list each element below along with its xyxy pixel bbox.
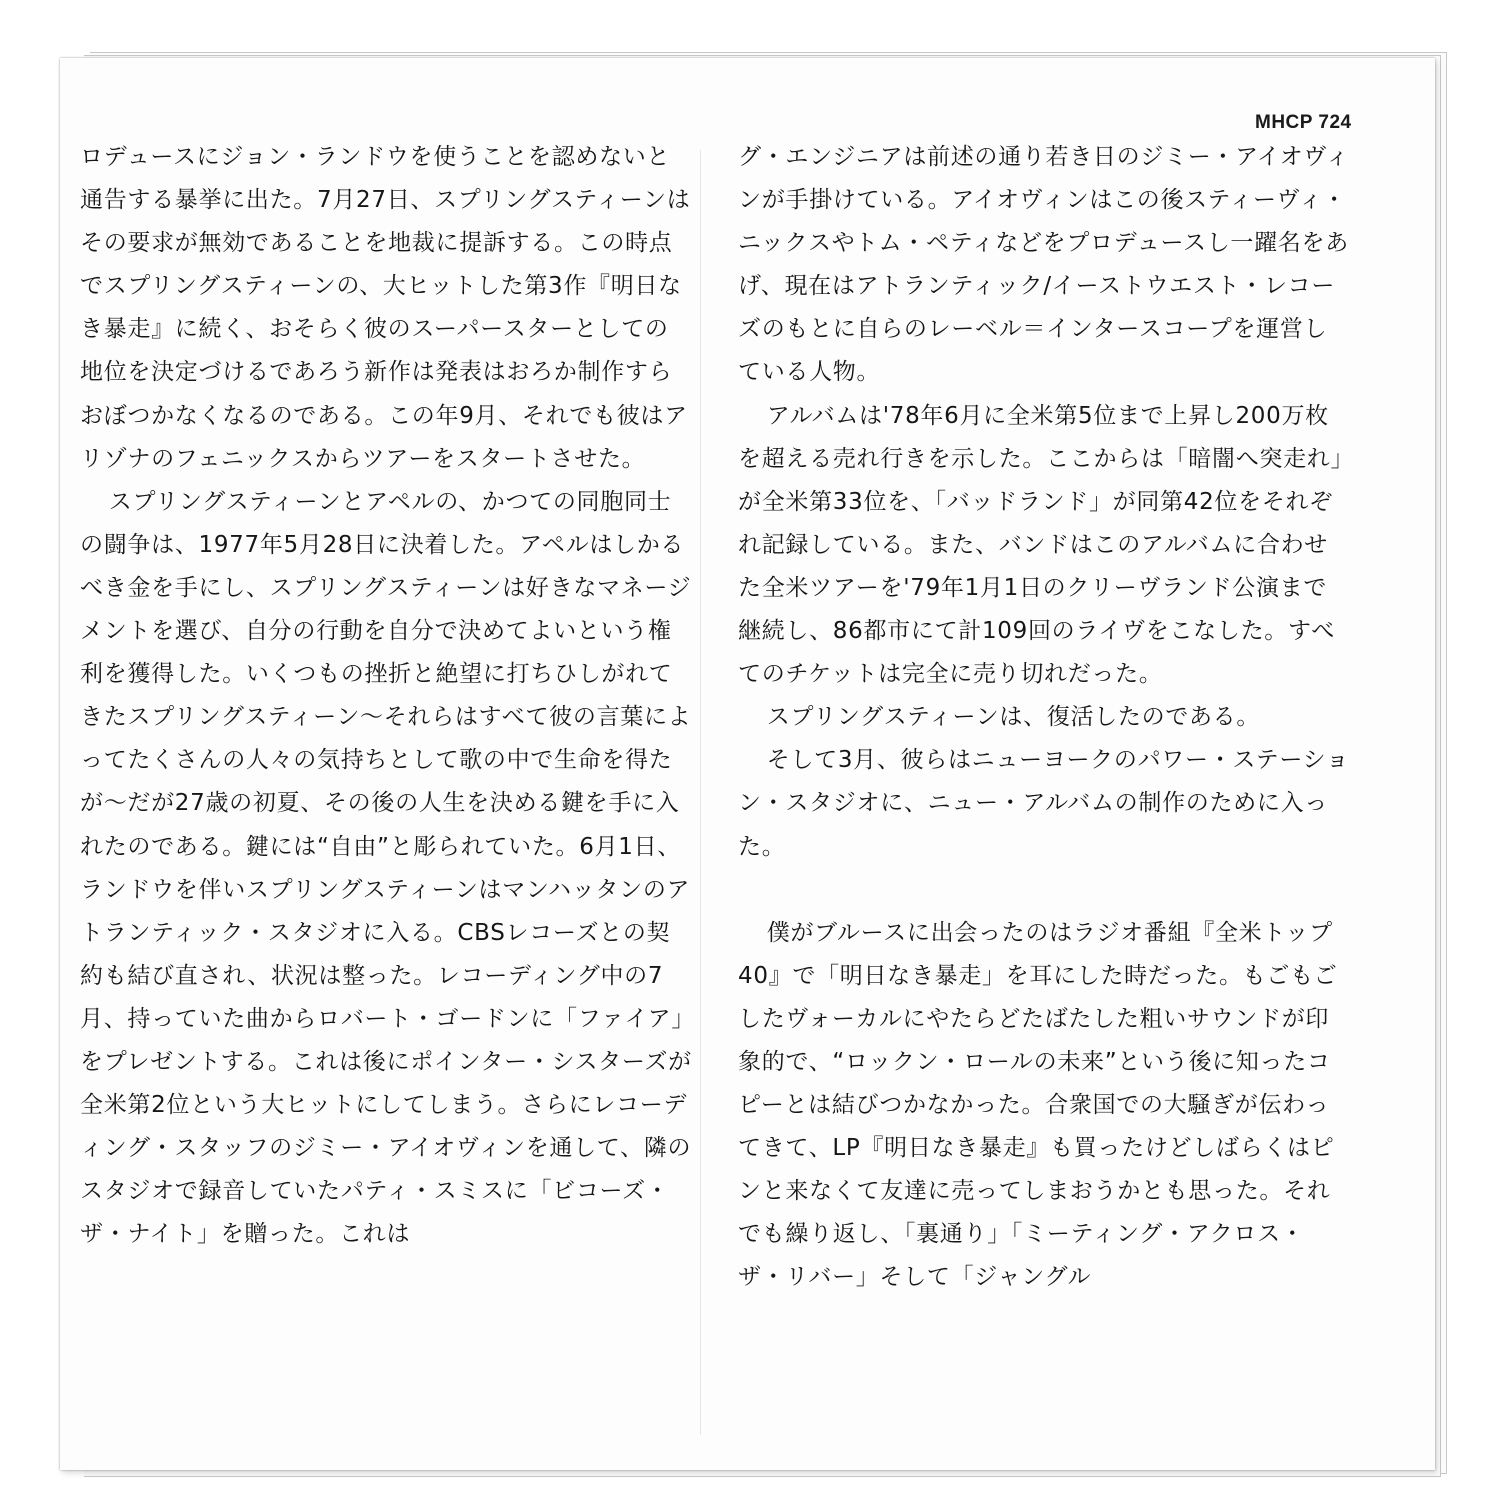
paragraph: グ・エンジニアは前述の通り若き日のジミー・アイオヴィンが手掛けている。アイオヴィンはこの後スティーヴィ・ニックスやトム・ペティなどをプロデュースし一躍名をあげ、現在はアトランティック/イーストウエスト・レコーズのもとに自らのレーベル＝インタースコープを運営している人物。 — [738, 144, 1350, 386]
catalog-number: MHCP 724 — [1255, 112, 1352, 133]
paragraph: ロデュースにジョン・ランドウを使うことを認めないと通告する暴挙に出た。7月27日、スプリングスティーンはその要求が無効であることを地裁に提訴する。この時点でスプリングスティーンの、大ヒットした第3作『明日なき暴走』に続く、おそらく彼のスーパースターとしての地位を決定づけるであろう新作は発表はおろか制作すらおぼつかなくなるのである。この年9月、それでも彼はアリゾナのフェニックスからツアーをスタートさせた。 — [80, 144, 691, 472]
column-divider — [700, 150, 701, 1435]
paragraph: 僕がブルースに出会ったのはラジオ番組『全米トップ40』で「明日なき暴走」を耳にした時だった。もごもごしたヴォーカルにやたらどたばたした粗いサウンドが印象的で、“ロックン・ロールの未来”という後に知ったコピーとは結びつかなかった。合衆国での大騒ぎが伝わってきて、LP『明日なき暴走』も買ったけどしばらくはピンと来なくて友達に売ってしまおうかとも思った。それでも繰り返し、「裏通り」「ミーティング・アクロス・ザ・リバー」そして「ジャングル — [738, 919, 1338, 1291]
paragraph: スプリングスティーンとアペルの、かつての同胞同士の闘争は、1977年5月28日に決着した。アペルはしかるべき金を手にし、スプリングスティーンは好きなマネージメントを選び、自分の行動を自分で決めてよいという権利を獲得した。いくつもの挫折と絶望に打ちひしがれてきたスプリングスティーン～それらはすべて彼の言葉によってたくさんの人々の気持ちとして歌の中で生命を得たが～だが27歳の初夏、その後の人生を決める鍵を手に入れたのである。鍵には“自由”と彫られていた。6月1日、ランドウを伴いスプリングスティーンはマンハッタンのアトランティック・スタジオに入る。CBSレコーズとの契約も結び直され、状況は整った。レコーディング中の7月、持っていた曲からロバート・ゴードンに「ファイア」をプレゼントする。これは後にポインター・シスターズが全米第2位という大ヒットにしてしまう。さらにレコーディング・スタッフのジミー・アイオヴィンを通して、隣のスタジオで録音していたパティ・スミスに「ビコーズ・ザ・ナイト」を贈った。これは — [80, 488, 692, 1248]
paragraph: アルバムは'78年6月に全米第5位まで上昇し200万枚を超える売れ行きを示した。ここからは「暗闇へ突走れ」が全米第33位を、「バッドランド」が同第42位をそれぞれ記録している。また、バンドはこのアルバムに合わせた全米ツアーを'79年1月1日のクリーヴランド公演まで継続し、86都市にて計109回のライヴをこなした。すべてのチケットは完全に売り切れだった。 — [738, 402, 1343, 688]
paragraph: スプリングスティーンは、復活したのである。 — [766, 704, 1261, 731]
right-text-column — [738, 136, 1350, 1300]
left-text-column — [80, 136, 692, 1256]
paragraph: そして3月、彼らはニューヨークのパワー・ステーション・スタジオに、ニュー・アルバムの制作のために入った。 — [738, 747, 1350, 860]
